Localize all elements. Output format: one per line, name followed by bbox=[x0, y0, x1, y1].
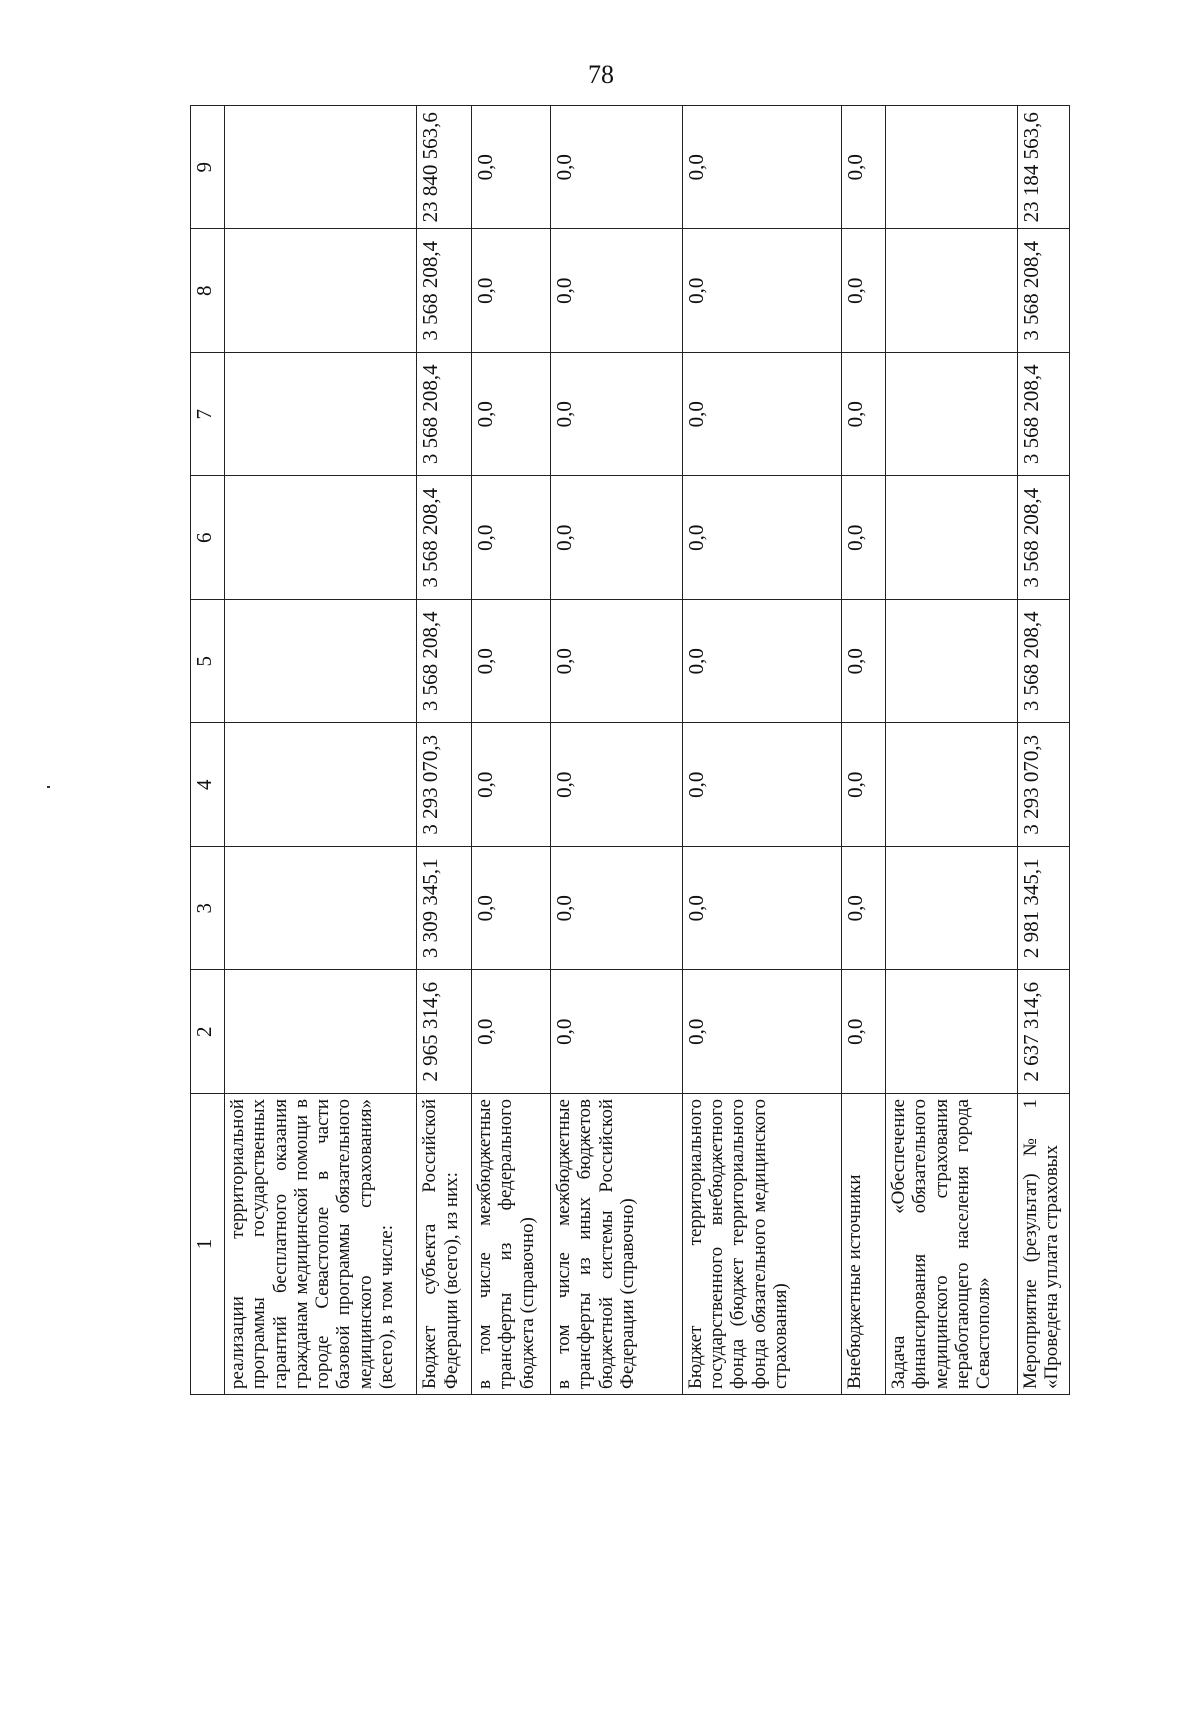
value-cell: 23 840 563,6 bbox=[417, 106, 472, 230]
value-cell: 23 184 563,6 bbox=[1017, 106, 1069, 230]
value-cell: 3 568 208,4 bbox=[1017, 229, 1069, 353]
value-cell bbox=[886, 970, 1018, 1094]
row-label: Внебюджетные источники bbox=[842, 1094, 886, 1395]
value-cell: 0,0 bbox=[842, 600, 886, 724]
value-cell bbox=[886, 106, 1018, 230]
value-cell: 0,0 bbox=[551, 353, 683, 477]
table-row bbox=[842, 106, 886, 1395]
row-label: в том числе межбюджетные трансферты из федерального бюджета (справочно) bbox=[472, 1094, 551, 1395]
value-cell: 3 568 208,4 bbox=[1017, 600, 1069, 724]
header-cell-1: 1 bbox=[191, 1094, 225, 1395]
value-cell: 0,0 bbox=[842, 723, 886, 847]
row-label: реализации территориальной программы государственных гарантий бесплатного оказания гражданам медицинской помощи в городе Севастополе в части базовой программы обязательного медицинского страхования» (всего), в том числе: bbox=[225, 1094, 417, 1395]
value-cell bbox=[225, 106, 417, 230]
value-cell bbox=[886, 229, 1018, 353]
value-cell: 0,0 bbox=[682, 106, 841, 230]
value-cell: 0,0 bbox=[551, 229, 683, 353]
value-cell bbox=[225, 353, 417, 477]
table-row bbox=[682, 106, 841, 1395]
value-cell bbox=[886, 600, 1018, 724]
value-cell: 0,0 bbox=[682, 970, 841, 1094]
value-cell: 0,0 bbox=[472, 970, 551, 1094]
table-row bbox=[472, 106, 551, 1395]
value-cell bbox=[225, 229, 417, 353]
row-label: Бюджет субъекта Российской Федерации (всего), из них: bbox=[417, 1094, 472, 1395]
value-cell bbox=[886, 353, 1018, 477]
header-cell-2: 2 bbox=[191, 970, 225, 1094]
value-cell bbox=[225, 847, 417, 971]
value-cell: 2 637 314,6 bbox=[1017, 970, 1069, 1094]
value-cell: 0,0 bbox=[682, 229, 841, 353]
value-cell: 0,0 bbox=[682, 600, 841, 724]
header-cell-8: 8 bbox=[191, 229, 225, 353]
value-cell: 0,0 bbox=[682, 847, 841, 971]
header-cell-4: 4 bbox=[191, 723, 225, 847]
value-cell: 0,0 bbox=[551, 476, 683, 600]
value-cell: 0,0 bbox=[682, 723, 841, 847]
budget-table bbox=[190, 105, 1070, 1395]
value-cell: 0,0 bbox=[842, 106, 886, 230]
row-label: в том числе межбюджетные трансферты из иных бюджетов бюджетной системы Российской Федерации (справочно) bbox=[551, 1094, 683, 1395]
row-label: Бюджет территориального государственного внебюджетного фонда (бюджет территориального фонда обязательного медицинского страхования) bbox=[682, 1094, 841, 1395]
value-cell: 0,0 bbox=[682, 353, 841, 477]
value-cell: 3 309 345,1 bbox=[417, 847, 472, 971]
value-cell: 2 981 345,1 bbox=[1017, 847, 1069, 971]
value-cell bbox=[225, 476, 417, 600]
row-label: Задача «Обеспечение финансирования обязательного медицинского страхования неработающего населения города Севастополя» bbox=[886, 1094, 1018, 1395]
value-cell: 0,0 bbox=[472, 723, 551, 847]
value-cell: 3 568 208,4 bbox=[1017, 353, 1069, 477]
header-cell-5: 5 bbox=[191, 600, 225, 724]
value-cell: 0,0 bbox=[472, 600, 551, 724]
value-cell: 0,0 bbox=[842, 847, 886, 971]
value-cell: 3 568 208,4 bbox=[417, 229, 472, 353]
value-cell: 0,0 bbox=[551, 106, 683, 230]
value-cell: 3 568 208,4 bbox=[417, 353, 472, 477]
value-cell: 0,0 bbox=[472, 229, 551, 353]
value-cell bbox=[886, 847, 1018, 971]
table-row bbox=[886, 106, 1018, 1395]
header-row bbox=[191, 106, 225, 1395]
value-cell: 0,0 bbox=[551, 847, 683, 971]
value-cell: 0,0 bbox=[842, 476, 886, 600]
page-number: 78 bbox=[588, 60, 614, 89]
value-cell: 0,0 bbox=[472, 353, 551, 477]
header-cell-9: 9 bbox=[191, 106, 225, 230]
table-row bbox=[417, 106, 472, 1395]
rotated-table-wrapper bbox=[190, 105, 1070, 1395]
value-cell: 0,0 bbox=[551, 723, 683, 847]
value-cell: 0,0 bbox=[682, 476, 841, 600]
value-cell: 0,0 bbox=[472, 476, 551, 600]
table-row bbox=[1017, 106, 1069, 1395]
table-row bbox=[551, 106, 683, 1395]
value-cell: 3 293 070,3 bbox=[1017, 723, 1069, 847]
value-cell: 3 568 208,4 bbox=[1017, 476, 1069, 600]
value-cell: 2 965 314,6 bbox=[417, 970, 472, 1094]
table-row bbox=[225, 106, 417, 1395]
value-cell: 0,0 bbox=[472, 847, 551, 971]
value-cell: 0,0 bbox=[551, 970, 683, 1094]
value-cell: 0,0 bbox=[551, 600, 683, 724]
header-cell-3: 3 bbox=[191, 847, 225, 971]
value-cell bbox=[886, 476, 1018, 600]
header-cell-7: 7 bbox=[191, 353, 225, 477]
stray-dot bbox=[47, 786, 50, 788]
value-cell: 3 568 208,4 bbox=[417, 476, 472, 600]
value-cell: 3 568 208,4 bbox=[417, 600, 472, 724]
value-cell bbox=[225, 600, 417, 724]
value-cell: 0,0 bbox=[842, 353, 886, 477]
value-cell bbox=[886, 723, 1018, 847]
value-cell bbox=[225, 970, 417, 1094]
header-cell-6: 6 bbox=[191, 476, 225, 600]
value-cell bbox=[225, 723, 417, 847]
row-label: Мероприятие (результат) № 1 «Проведена уплата страховых bbox=[1017, 1094, 1069, 1395]
value-cell: 0,0 bbox=[842, 970, 886, 1094]
value-cell: 0,0 bbox=[842, 229, 886, 353]
value-cell: 3 293 070,3 bbox=[417, 723, 472, 847]
value-cell: 0,0 bbox=[472, 106, 551, 230]
